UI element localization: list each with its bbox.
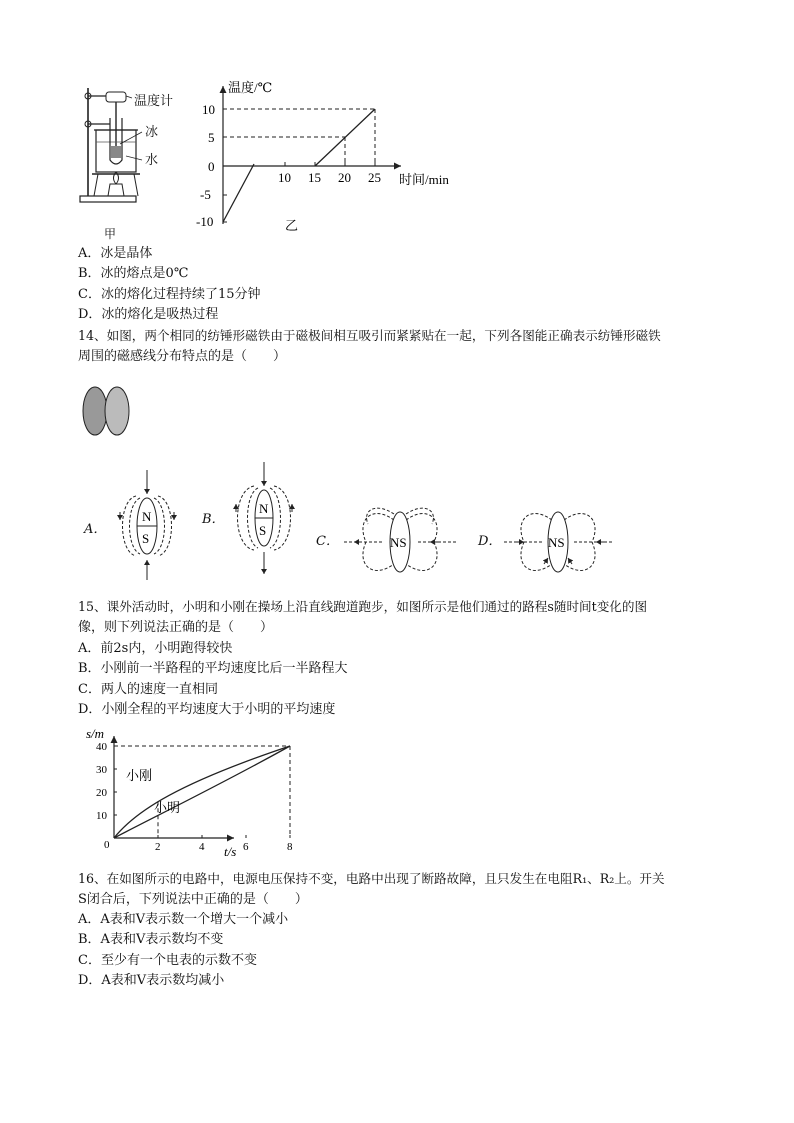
q15-stem-line1: 15、课外活动时，小明和小刚在操场上沿直线跑道跑步，如图所示是他们通过的路程s随时间t变化的图 <box>78 599 648 614</box>
figure-jia-caption: 甲 <box>104 227 117 241</box>
q13-option-c[interactable]: C．冰的熔化过程持续了15分钟 <box>78 287 261 302</box>
q14-c-poles: NS <box>390 535 407 550</box>
q14-choice-c-label[interactable]: C． <box>316 534 339 549</box>
q14-stem-line2: 周围的磁感线分布特点的是（ ） <box>78 349 287 364</box>
q16-option-b[interactable]: B．A表和V表示数均不变 <box>78 932 224 947</box>
q13-option-b[interactable]: B．冰的熔点是0℃ <box>78 266 189 281</box>
series-label-xiaogang: 小刚 <box>126 768 153 783</box>
ytick-10: 10 <box>202 102 215 117</box>
q15-option-d[interactable]: D．小刚全程的平均速度大于小明的平均速度 <box>78 702 336 717</box>
q16-option-d[interactable]: D．A表和V表示数均减小 <box>78 973 225 988</box>
x-axis-label: t/s <box>224 844 237 859</box>
q14-stem-line1: 14、如图，两个相同的纺锤形磁铁由于磁极间相互吸引而紧紧贴在一起，下列各图能正确表示纺锤形磁铁 <box>78 328 661 343</box>
xtick-20: 20 <box>338 170 351 185</box>
series-line-xiaoming <box>114 746 290 838</box>
q14-b-south: S <box>259 523 267 538</box>
spindle-magnets-figure <box>80 384 136 438</box>
q16-option-c[interactable]: C．至少有一个电表的示数不变 <box>78 953 257 968</box>
q15-option-b[interactable]: B．小刚前一半路程的平均速度比后一半路程大 <box>78 661 348 676</box>
xtick-label: 4 <box>199 841 205 853</box>
ytick-0: 0 <box>208 159 215 174</box>
ytick-label: 40 <box>96 741 107 753</box>
xtick-15: 15 <box>308 170 321 185</box>
figure-yi-caption: 乙 <box>285 218 299 233</box>
ytick-neg10: -10 <box>196 214 214 229</box>
q14-a-south: S <box>142 531 150 546</box>
q14-choice-c-diagram <box>342 500 458 584</box>
origin-label: 0 <box>104 839 110 851</box>
q14-a-north: N <box>142 509 152 524</box>
ytick-neg5: -5 <box>200 187 211 202</box>
q15-stem-line2: 像，则下列说法正确的是（ ） <box>78 620 274 635</box>
q13-option-d[interactable]: D．冰的熔化是吸热过程 <box>78 307 219 322</box>
xtick-label: 6 <box>243 841 249 853</box>
xtick-label: 8 <box>287 841 293 853</box>
distance-time-chart <box>82 726 293 860</box>
q13-option-a[interactable]: A．冰是晶体 <box>78 246 153 261</box>
q15-option-c[interactable]: C．两人的速度一直相同 <box>78 682 218 697</box>
temp-axis-label: 温度/℃ <box>228 80 273 95</box>
q16-stem-line2: S闭合后，下列说法中正确的是（ ） <box>78 892 308 907</box>
q14-choice-d-diagram <box>502 500 618 584</box>
q14-choice-d-label[interactable]: D． <box>478 534 502 549</box>
ytick-label: 20 <box>96 787 107 799</box>
thermometer-label: 温度计 <box>134 94 174 109</box>
q14-choice-b-label[interactable]: B． <box>202 512 225 527</box>
q14-choice-a-diagram <box>112 468 182 584</box>
ice-label: 冰 <box>145 125 159 140</box>
y-axis-label: s/m <box>86 726 105 741</box>
ytick-5: 5 <box>208 130 215 145</box>
q16-option-a[interactable]: A．A表和V表示数一个增大一个减小 <box>78 912 289 927</box>
q15-option-a[interactable]: A．前2s内，小明跑得较快 <box>78 641 233 656</box>
xtick-label: 2 <box>155 841 161 853</box>
series-label-xiaoming: 小明 <box>154 800 181 815</box>
q14-d-poles: NS <box>548 535 565 550</box>
temperature-time-graph <box>196 78 466 238</box>
q14-b-north: N <box>259 501 269 516</box>
q16-stem-line1: 16、在如图所示的电路中，电源电压保持不变，电路中出现了断路故障，且只发生在电阻R₁、R₂上。开关 <box>78 871 665 886</box>
ytick-label: 10 <box>96 810 107 822</box>
xtick-25: 25 <box>368 170 381 185</box>
time-axis-label: 时间/min <box>399 172 449 187</box>
water-label: 水 <box>145 153 159 168</box>
q14-choice-b-diagram <box>228 460 300 578</box>
ytick-label: 30 <box>96 764 107 776</box>
xtick-10: 10 <box>278 170 291 185</box>
q14-choice-a-label[interactable]: A． <box>84 522 107 537</box>
